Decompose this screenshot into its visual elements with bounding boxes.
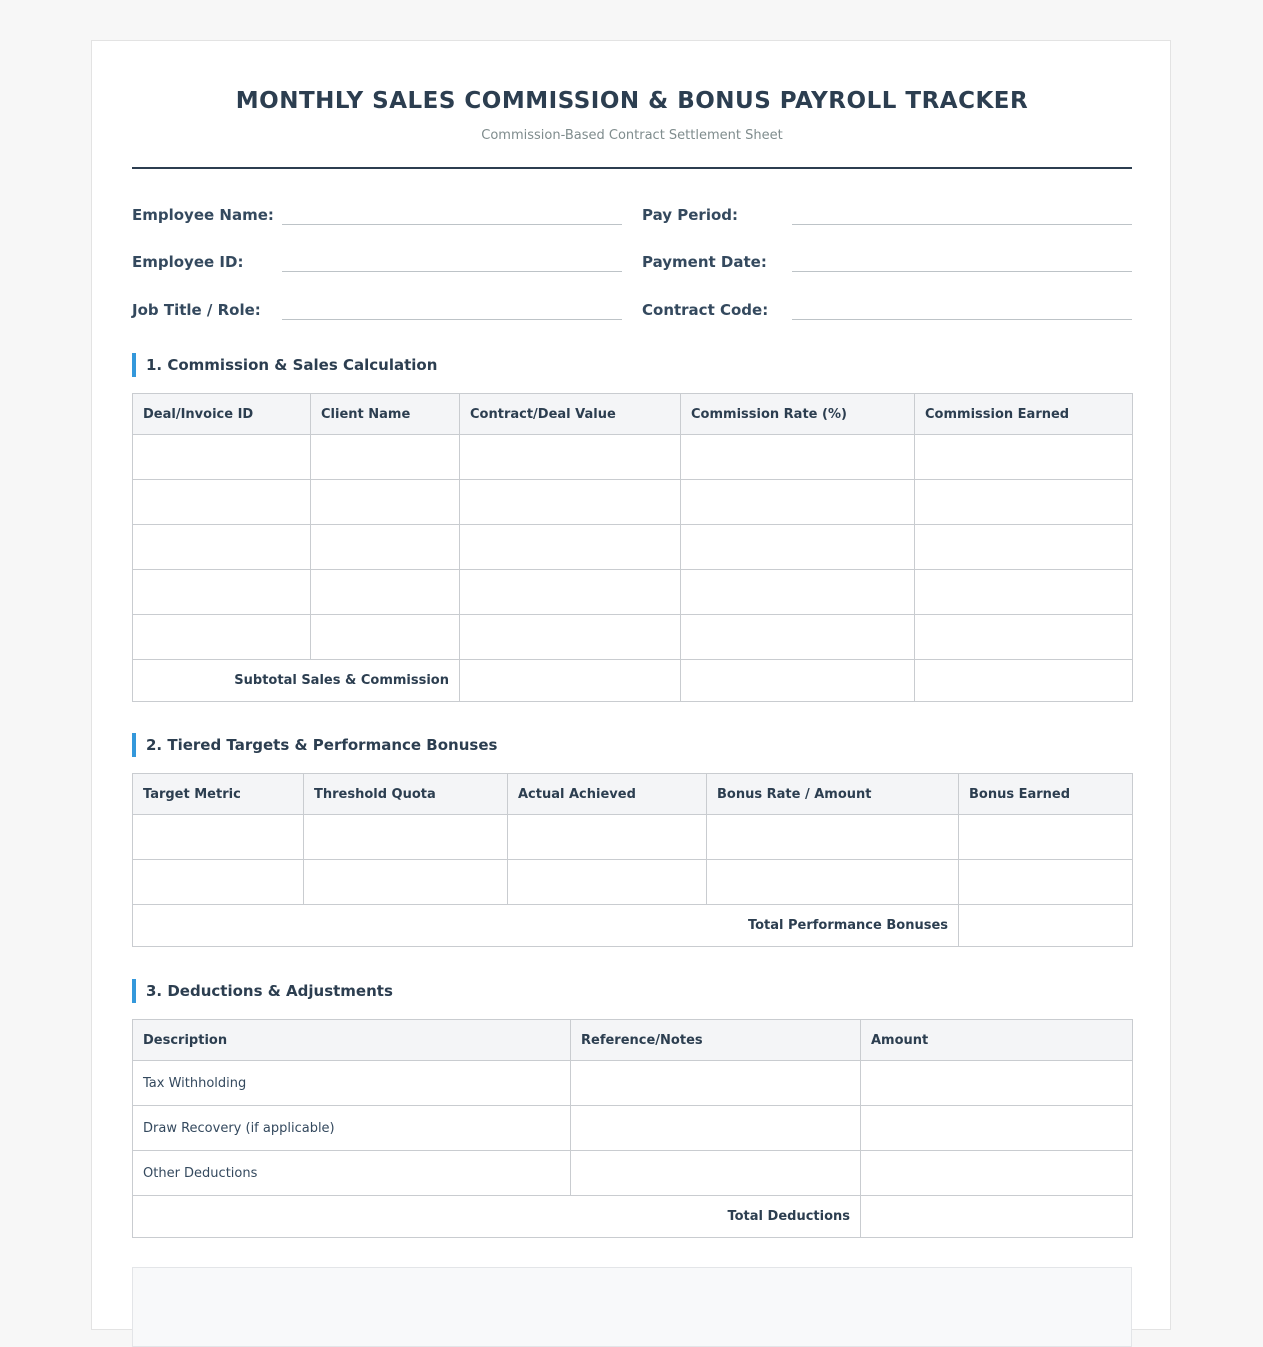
table-cell[interactable] (861, 1106, 1133, 1151)
subtotal-rate-cell[interactable] (681, 660, 915, 702)
table-cell[interactable] (861, 1061, 1133, 1106)
pay-period-field[interactable] (642, 206, 1132, 234)
section-bonuses-title: 2. Tiered Targets & Performance Bonuses (132, 733, 497, 757)
pay-period-label: Pay Period: (642, 206, 738, 224)
column-header: Threshold Quota (304, 774, 508, 815)
total-deductions-label: Total Deductions (133, 1196, 861, 1238)
table-row (133, 860, 1133, 905)
table-cell[interactable] (959, 815, 1133, 860)
table-cell[interactable] (915, 435, 1133, 480)
table-cell[interactable] (460, 525, 681, 570)
table-cell[interactable] (133, 435, 311, 480)
table-header-row (133, 1020, 1133, 1061)
table-cell[interactable] (508, 860, 707, 905)
table-cell[interactable] (681, 615, 915, 660)
section-commission-title: 1. Commission & Sales Calculation (132, 353, 437, 377)
page-subtitle: Commission-Based Contract Settlement Sheet (481, 128, 783, 143)
table-cell[interactable] (460, 615, 681, 660)
column-header: Description (133, 1020, 571, 1061)
contract-code-label: Contract Code: (642, 301, 769, 319)
payroll-sheet (91, 40, 1171, 1330)
table-cell[interactable] (133, 860, 304, 905)
table-cell[interactable] (571, 1151, 861, 1196)
employee-id-label: Employee ID: (132, 253, 244, 271)
total-deductions-cell[interactable] (861, 1196, 1133, 1238)
table-cell[interactable] (915, 570, 1133, 615)
table-row (133, 570, 1133, 615)
column-header: Client Name (311, 394, 460, 435)
column-header: Contract/Deal Value (460, 394, 681, 435)
table-cell[interactable] (460, 570, 681, 615)
table-cell[interactable] (133, 570, 311, 615)
table-cell[interactable] (571, 1061, 861, 1106)
table-row (133, 1106, 1133, 1151)
table-header-row (133, 774, 1133, 815)
payment-date-label: Payment Date: (642, 253, 767, 271)
table-cell[interactable] (311, 480, 460, 525)
table-cell[interactable] (681, 480, 915, 525)
table-cell[interactable] (508, 815, 707, 860)
table-cell[interactable] (304, 860, 508, 905)
job-title-input-line[interactable] (282, 319, 622, 320)
table-cell[interactable] (460, 480, 681, 525)
column-header: Amount (861, 1020, 1133, 1061)
bonuses-table (132, 773, 1133, 947)
column-header: Commission Rate (%) (681, 394, 915, 435)
table-row (133, 615, 1133, 660)
table-header-row (133, 394, 1133, 435)
column-header: Target Metric (133, 774, 304, 815)
contract-code-field[interactable] (642, 301, 1132, 329)
subtotal-label: Subtotal Sales & Commission (133, 660, 460, 702)
table-cell[interactable] (311, 525, 460, 570)
table-cell[interactable] (133, 525, 311, 570)
table-cell[interactable] (311, 615, 460, 660)
section-deductions-title: 3. Deductions & Adjustments (132, 979, 393, 1003)
table-row (133, 525, 1133, 570)
payment-date-field[interactable] (642, 253, 1132, 281)
subtotal-row (133, 660, 1133, 702)
table-row (133, 1061, 1133, 1106)
table-cell[interactable] (133, 480, 311, 525)
total-bonuses-cell[interactable] (959, 905, 1133, 947)
page-title: MONTHLY SALES COMMISSION & BONUS PAYROLL TRACKER (235, 88, 1029, 114)
table-cell[interactable] (959, 860, 1133, 905)
column-header: Actual Achieved (508, 774, 707, 815)
table-cell[interactable] (915, 615, 1133, 660)
subtotal-sales-cell[interactable] (460, 660, 681, 702)
employee-name-field[interactable] (132, 206, 622, 234)
deductions-table (132, 1019, 1133, 1238)
summary-panel (132, 1267, 1132, 1347)
title-divider (132, 167, 1132, 169)
column-header: Bonus Earned (959, 774, 1133, 815)
column-header: Bonus Rate / Amount (707, 774, 959, 815)
employee-name-label: Employee Name: (132, 206, 274, 224)
payment-date-input-line[interactable] (792, 271, 1132, 272)
job-title-label: Job Title / Role: (132, 301, 261, 319)
employee-id-input-line[interactable] (282, 271, 622, 272)
table-cell[interactable] (707, 815, 959, 860)
table-row (133, 815, 1133, 860)
table-cell[interactable] (133, 815, 304, 860)
subtotal-commission-cell[interactable] (915, 660, 1133, 702)
table-cell[interactable] (915, 480, 1133, 525)
commission-table (132, 393, 1133, 702)
employee-name-input-line[interactable] (282, 224, 622, 225)
job-title-field[interactable] (132, 301, 622, 329)
table-row (133, 1151, 1133, 1196)
column-header: Commission Earned (915, 394, 1133, 435)
table-cell[interactable] (460, 435, 681, 480)
table-row (133, 435, 1133, 480)
total-bonuses-row (133, 905, 1133, 947)
pay-period-input-line[interactable] (792, 224, 1132, 225)
total-deductions-row (133, 1196, 1133, 1238)
employee-id-field[interactable] (132, 253, 622, 281)
table-cell[interactable] (571, 1106, 861, 1151)
table-cell[interactable] (681, 435, 915, 480)
deduction-description: Other Deductions (133, 1151, 571, 1196)
total-bonuses-label: Total Performance Bonuses (133, 905, 959, 947)
contract-code-input-line[interactable] (792, 319, 1132, 320)
column-header: Reference/Notes (571, 1020, 861, 1061)
table-cell[interactable] (707, 860, 959, 905)
table-cell[interactable] (681, 525, 915, 570)
table-cell[interactable] (311, 435, 460, 480)
column-header: Deal/Invoice ID (133, 394, 311, 435)
table-cell[interactable] (861, 1151, 1133, 1196)
deduction-description: Tax Withholding (133, 1061, 571, 1106)
table-cell[interactable] (133, 615, 311, 660)
table-row (133, 480, 1133, 525)
table-cell[interactable] (304, 815, 508, 860)
table-cell[interactable] (681, 570, 915, 615)
table-cell[interactable] (311, 570, 460, 615)
deduction-description: Draw Recovery (if applicable) (133, 1106, 571, 1151)
table-cell[interactable] (915, 525, 1133, 570)
